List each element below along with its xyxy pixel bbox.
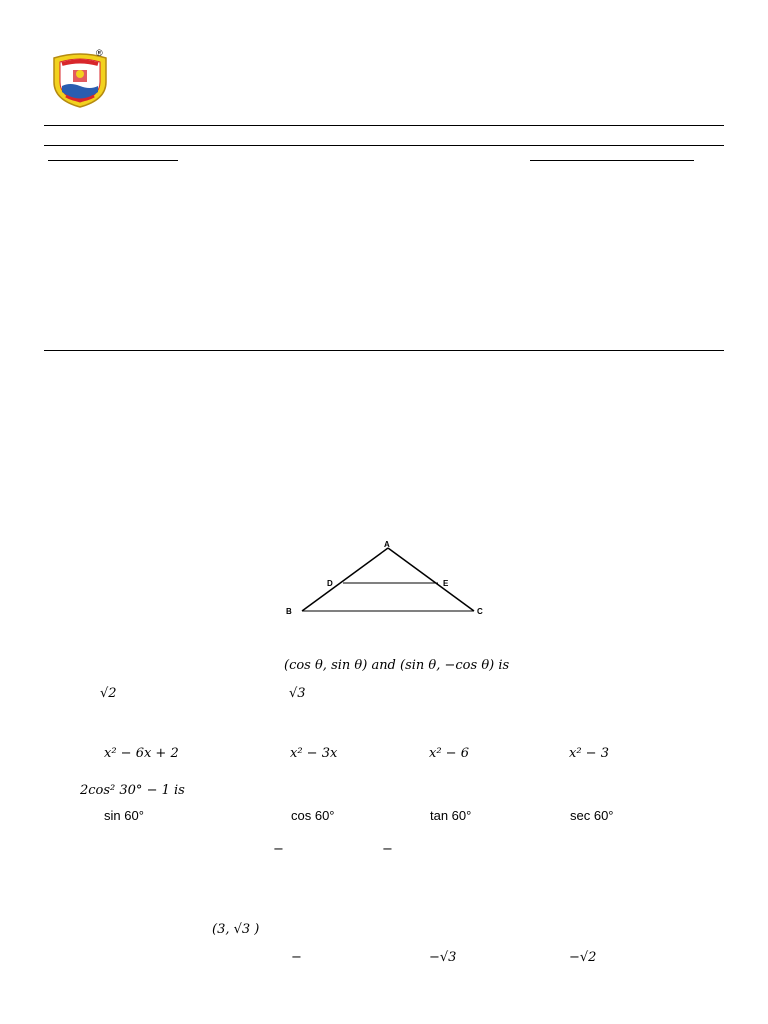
- side-ab: [302, 548, 388, 611]
- distance-option-a: √2: [100, 686, 117, 701]
- poly-option-a: x² − 6x + 2: [104, 746, 179, 761]
- point-expression: (3, √3 ): [212, 922, 260, 937]
- registered-mark: ®: [96, 48, 103, 58]
- trig-expression: 2cos² 30° − 1 is: [80, 783, 185, 798]
- section-rule: [44, 350, 724, 351]
- poly-option-d: x² − 3: [569, 746, 609, 761]
- date-field-underline: [530, 160, 694, 161]
- name-field-underline: [48, 160, 178, 161]
- header-rule-top: [44, 125, 724, 126]
- header-rule-bottom: [44, 145, 724, 146]
- distance-option-b: √3: [289, 686, 306, 701]
- triangle-figure: [278, 538, 492, 620]
- side-ac: [388, 548, 474, 611]
- poly-option-b: x² − 3x: [290, 746, 338, 761]
- last-option-b: −√3: [429, 950, 457, 965]
- trig-option-a: sin 60°: [104, 808, 144, 823]
- vertex-c: C: [477, 607, 483, 616]
- school-crest-logo-icon: [50, 52, 110, 108]
- dash-mark-2: −: [382, 842, 393, 857]
- vertex-b: B: [286, 607, 292, 616]
- last-option-a: −: [291, 950, 302, 965]
- distance-expression: (cos θ, sin θ) and (sin θ, −cos θ) is: [284, 658, 510, 673]
- poly-option-c: x² − 6: [429, 746, 469, 761]
- vertex-d: D: [327, 579, 333, 588]
- vertex-a: A: [384, 540, 390, 549]
- trig-option-c: tan 60°: [430, 808, 472, 823]
- dash-mark-1: −: [273, 842, 284, 857]
- vertex-e: E: [443, 579, 449, 588]
- trig-option-d: sec 60°: [570, 808, 614, 823]
- last-option-c: −√2: [569, 950, 597, 965]
- trig-option-b: cos 60°: [291, 808, 335, 823]
